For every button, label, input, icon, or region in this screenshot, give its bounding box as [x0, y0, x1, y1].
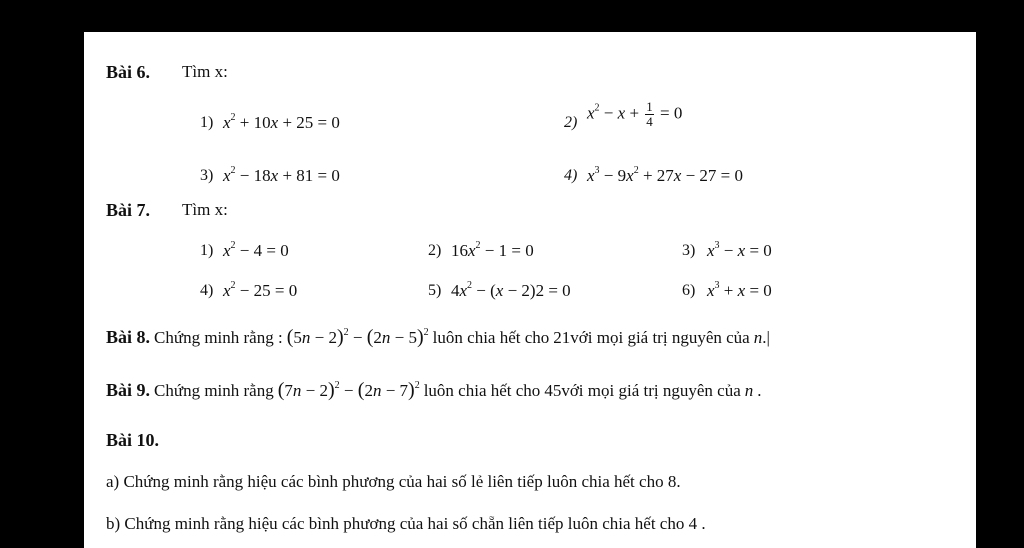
bai9-tail: với mọi giá trị nguyên của	[561, 381, 741, 400]
bai9-number: 45	[544, 381, 562, 400]
bai7-item4-expr: $x^2 - 25 = 0$	[223, 280, 298, 300]
text-cursor: |	[766, 328, 770, 347]
bai6-item2-expr: $x^2 - x$ + $\frac{1}{4}$ = 0	[587, 99, 683, 129]
bai6-item3-expr: $x^2 - 18x + 81 = 0$	[223, 165, 340, 185]
bai9-var: n	[744, 381, 754, 400]
bai8-after: luôn chia hết cho	[432, 328, 550, 347]
bai7-item1-expr: $x^2 - 4 = 0$	[223, 240, 289, 260]
bai6-item4-no: 4)	[564, 167, 578, 184]
bai7-prompt: Tìm x:	[182, 200, 228, 219]
bai7-item2-expr: $16x^2 - 1 = 0$	[451, 240, 534, 260]
bai9-line	[106, 379, 761, 402]
bai6-item2-no: 2)	[564, 114, 578, 131]
bai8-end: .	[762, 328, 767, 347]
bai9-title: Bài 9.	[106, 380, 151, 400]
bai6-item1-expr: $x^2 + 10x + 25 = 0$	[223, 112, 340, 132]
bai6-item1-no: 1)	[200, 114, 214, 131]
bai7-item1-no: 1)	[200, 242, 214, 259]
bai8-before: Chứng minh rằng :	[154, 328, 283, 347]
bai8-line	[106, 326, 770, 349]
bai9-expr: $(7n - 2)^2 - (2n - 7)^2$	[277, 379, 420, 401]
bai7-item2-no: 2)	[428, 242, 442, 259]
bai10-part-a: a) Chứng minh rằng hiệu các bình phương của hai số lẻ liên tiếp luôn chia hết cho 8.	[106, 472, 681, 491]
bai8-tail: với mọi giá trị nguyên của	[570, 328, 750, 347]
bai8-expr: $(5n - 2)^2 - (2n - 5)^2$	[286, 326, 429, 348]
bai8-title: Bài 8.	[106, 327, 151, 347]
bai9-before: Chứng minh rằng	[154, 381, 274, 400]
bai7-item3-no: 3)	[682, 242, 696, 259]
bai9-end: .	[757, 381, 762, 400]
bai8-number: 21	[553, 328, 571, 347]
bai7-item6-expr: $x^3 + x = 0$	[707, 280, 772, 300]
bai7-item5-no: 5)	[428, 282, 442, 299]
bai7-title: Bài 7.	[106, 200, 151, 220]
bai10-part-b: b) Chứng minh rằng hiệu các bình phương của hai số chẵn liên tiếp luôn chia hết cho 4 .	[106, 514, 706, 533]
bai6-item4-expr: $x^3 - 9x^2 + 27x - 27 = 0$	[587, 165, 744, 185]
bai7-item3-expr: $x^3 - x = 0$	[707, 240, 772, 260]
bai10-title: Bài 10.	[106, 430, 160, 450]
bai9-after: luôn chia hết cho	[423, 381, 541, 400]
bai8-var: n	[753, 328, 763, 347]
bai6-prompt: Tìm x:	[182, 62, 228, 81]
bai6-title: Bài 6.	[106, 62, 151, 82]
bai7-item4-no: 4)	[200, 282, 214, 299]
document-page	[84, 32, 976, 548]
bai6-item3-no: 3)	[200, 167, 214, 184]
bai7-item5-expr: $4x^2 - (x - 2)2 = 0$	[451, 280, 571, 300]
bai7-item6-no: 6)	[682, 282, 696, 299]
